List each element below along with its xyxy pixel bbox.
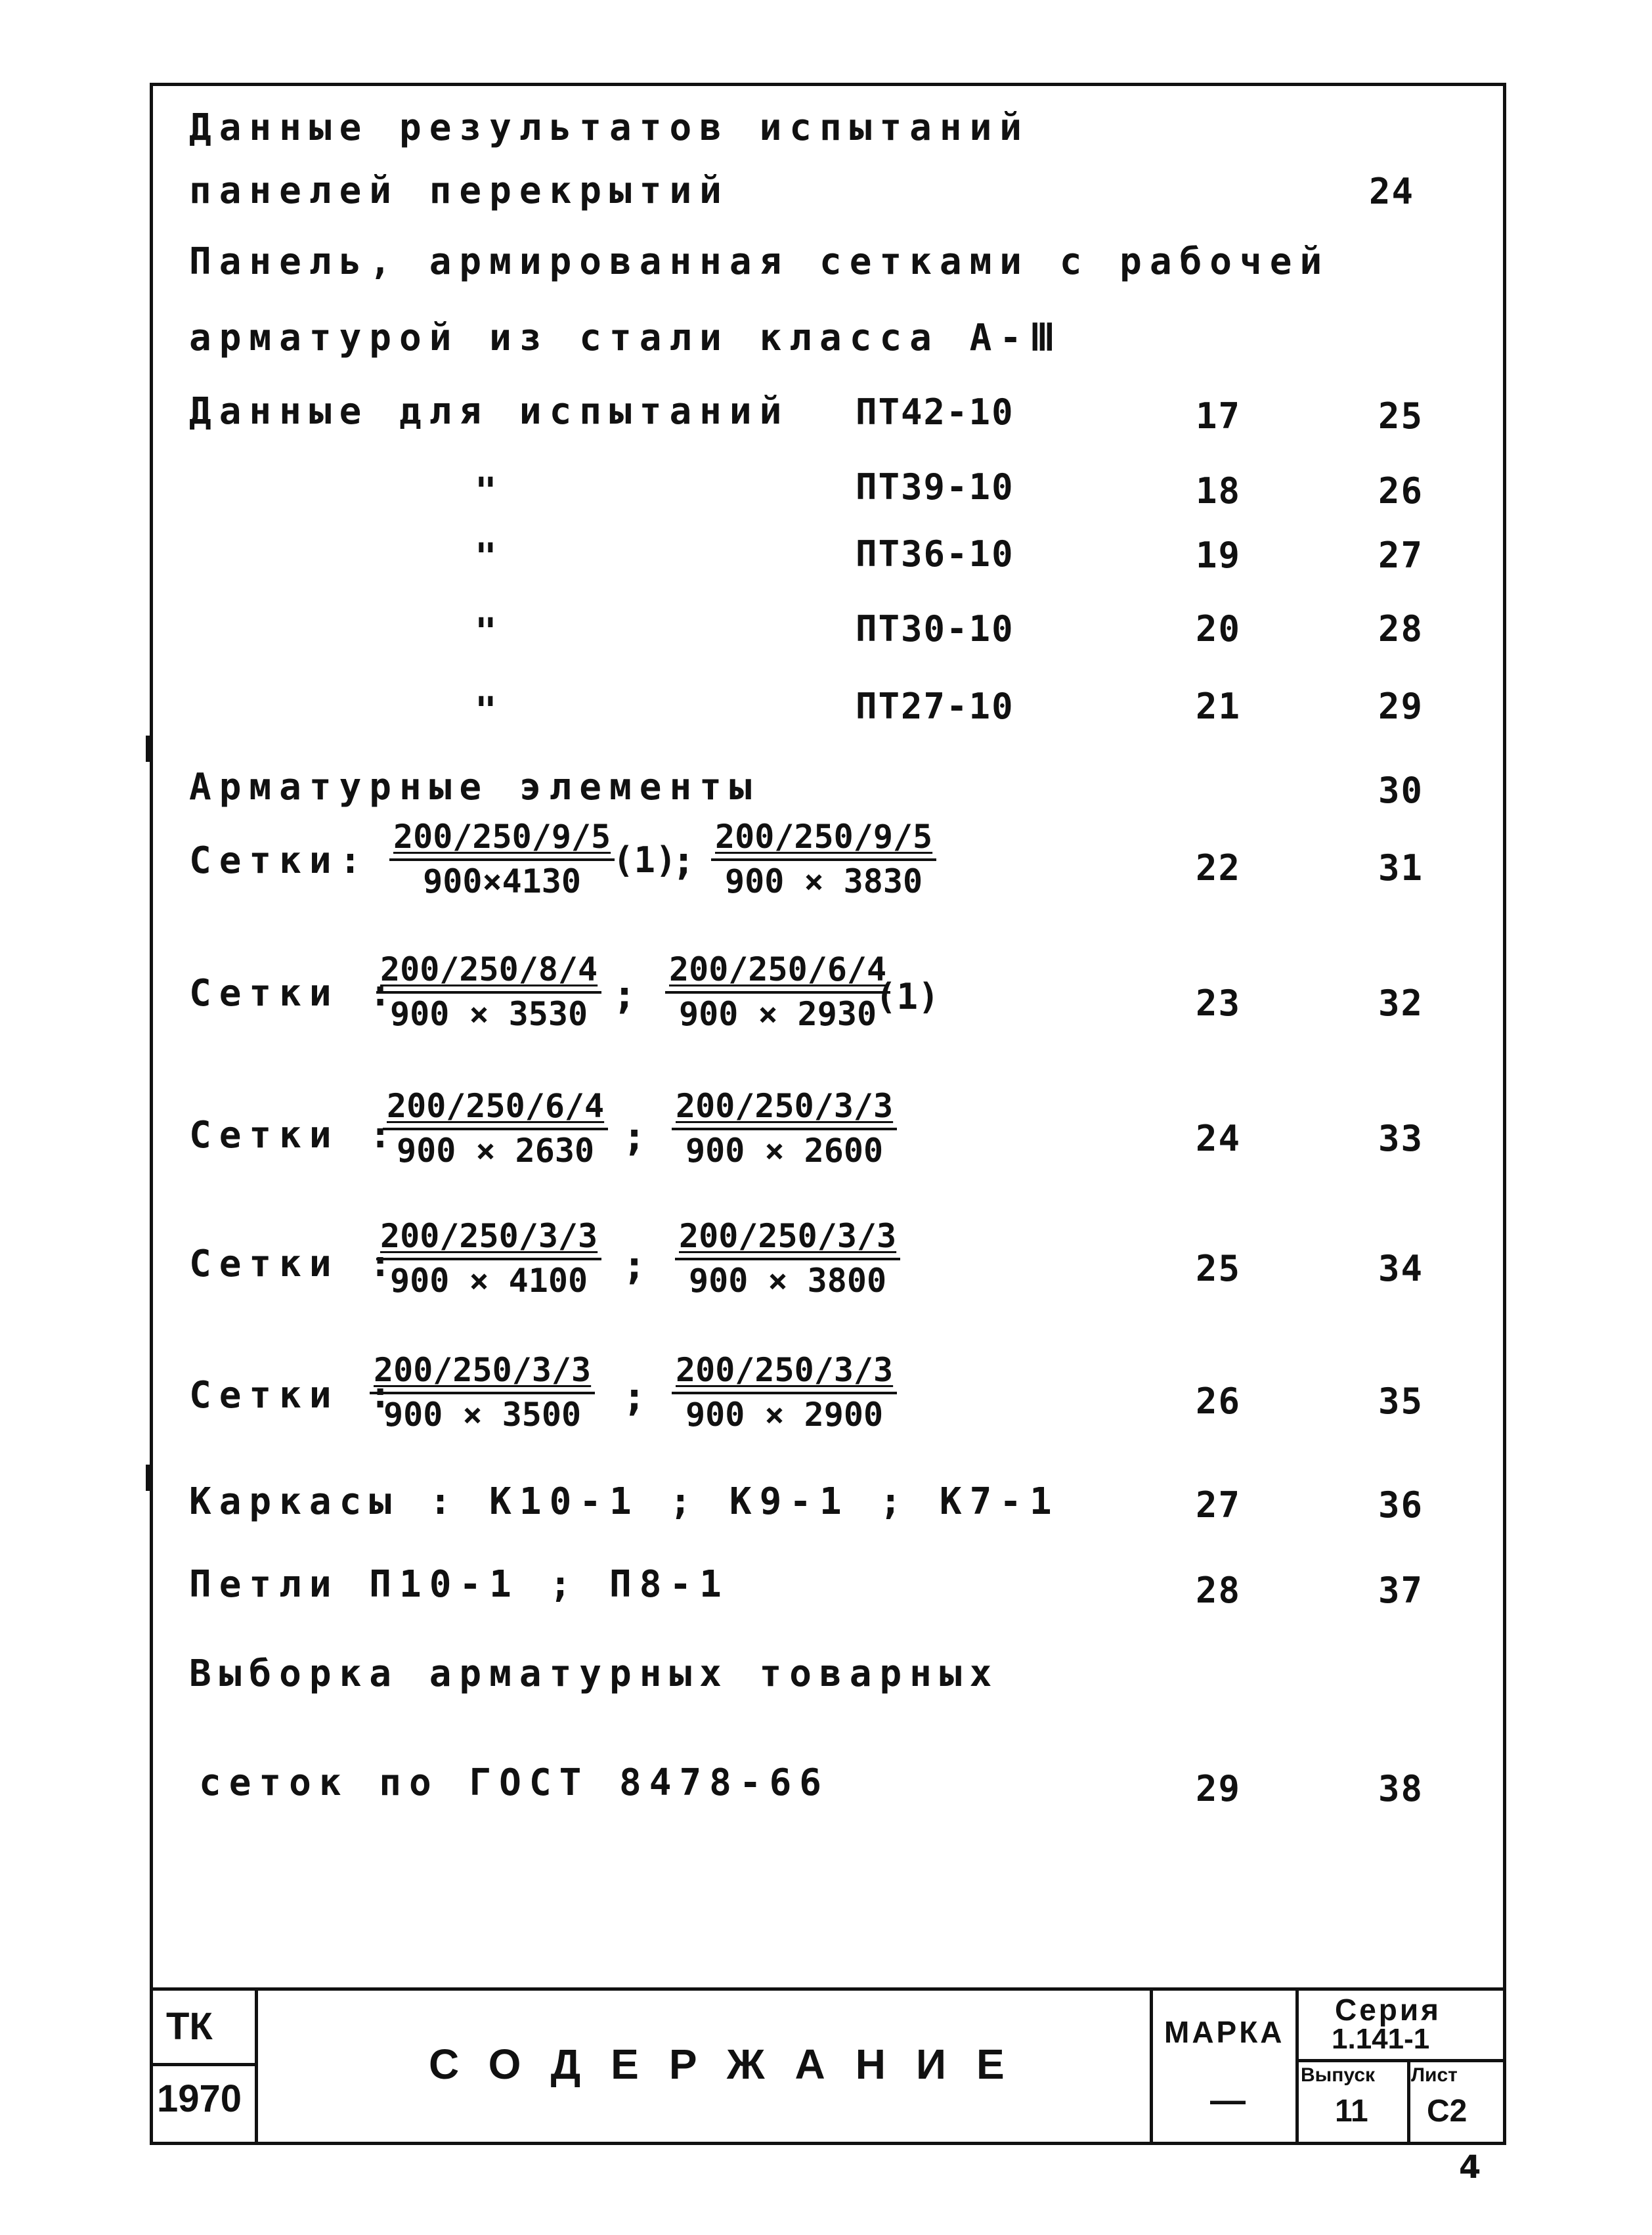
page-ref: 37 xyxy=(1378,1570,1424,1611)
page-ref: 27 xyxy=(1378,535,1424,576)
row-label: Выборка арматурных товарных xyxy=(189,1652,1000,1695)
mesh-fraction xyxy=(376,1217,601,1300)
row-label: арматурой из стали класса А-Ⅲ xyxy=(189,317,1063,359)
page-number: 4 xyxy=(1459,2149,1481,2186)
vypusk-value: 11 xyxy=(1335,2094,1368,2129)
mesh-fraction xyxy=(389,820,615,898)
row-label: Сетки : xyxy=(189,1243,400,1285)
ditto-mark: " xyxy=(475,470,505,513)
panel-mark: ПТ39-10 xyxy=(856,466,1014,508)
separator: ; xyxy=(622,1243,647,1289)
fraction-denominator: 900 × 2630 xyxy=(397,1132,595,1170)
drawing-sheet xyxy=(150,83,1506,2145)
fraction-denominator: 900 × 3800 xyxy=(689,1262,887,1300)
sheet-title: СОДЕРЖАНИЕ xyxy=(429,2041,1035,2088)
sheet-ref: 27 xyxy=(1196,1484,1242,1526)
row-label: Сетки : xyxy=(189,972,400,1015)
org-code: ТК xyxy=(166,2005,213,2048)
row-label: панелей перекрытий xyxy=(189,169,729,212)
marka-value: — xyxy=(1210,2081,1246,2120)
sheet-ref: 24 xyxy=(1196,1118,1242,1159)
separator: ; xyxy=(672,838,696,884)
divider xyxy=(1407,2059,1410,2142)
mesh-fraction xyxy=(711,820,936,898)
row-label: Панель, армированная сетками с рабочей xyxy=(189,240,1330,283)
vypusk-label: Выпуск xyxy=(1301,2064,1376,2086)
divider xyxy=(1150,1991,1153,2142)
marka-label: МАРКА xyxy=(1164,2015,1285,2049)
fraction-numerator: 200/250/3/3 xyxy=(672,1090,897,1130)
fraction-denominator: 900 × 2930 xyxy=(679,995,877,1033)
sheet-ref: 18 xyxy=(1196,470,1242,512)
page-ref: 24 xyxy=(1369,171,1415,212)
fraction-denominator: 900 × 4100 xyxy=(390,1262,588,1300)
fraction-numerator: 200/250/6/4 xyxy=(383,1090,608,1130)
mesh-fraction xyxy=(376,950,601,1033)
row-label: Каркасы : К10-1 ; К9-1 ; К7-1 xyxy=(189,1480,1060,1523)
list-value: С2 xyxy=(1427,2094,1467,2129)
row-label: Петли П10-1 ; П8-1 xyxy=(189,1563,729,1606)
page-ref: 32 xyxy=(1378,983,1424,1024)
row-label: Данные для испытаний xyxy=(189,390,790,433)
row-label: Арматурные элементы xyxy=(189,766,760,808)
fraction-numerator: 200/250/6/4 xyxy=(665,953,890,994)
fraction-numerator: 200/250/9/5 xyxy=(711,820,936,861)
panel-mark: ПТ27-10 xyxy=(856,686,1014,727)
list-label: Лист xyxy=(1411,2064,1458,2086)
sheet-ref: 21 xyxy=(1196,686,1242,727)
contents-list xyxy=(153,86,1503,1997)
sheet-ref: 29 xyxy=(1196,1768,1242,1809)
page-ref: 33 xyxy=(1378,1118,1424,1159)
page-ref: 31 xyxy=(1378,847,1424,889)
divider xyxy=(1295,1991,1299,2142)
fraction-numerator: 200/250/3/3 xyxy=(376,1220,601,1260)
fraction-denominator: 900 × 3530 xyxy=(390,995,588,1033)
divider xyxy=(255,1991,258,2142)
page-ref: 29 xyxy=(1378,686,1424,727)
mesh-fraction xyxy=(675,1217,900,1300)
title-block xyxy=(153,1987,1503,2142)
page-ref: 38 xyxy=(1378,1768,1424,1809)
separator: ; xyxy=(613,972,637,1018)
page-ref: 35 xyxy=(1378,1381,1424,1422)
mesh-fraction xyxy=(665,950,890,1033)
ditto-mark: " xyxy=(475,611,505,653)
page-ref: 34 xyxy=(1378,1248,1424,1289)
sheet-ref: 23 xyxy=(1196,983,1242,1024)
fraction-denominator: 900 × 3830 xyxy=(725,862,923,900)
ditto-mark: " xyxy=(475,536,505,579)
fraction-numerator: 200/250/8/4 xyxy=(376,953,601,994)
fraction-note: (1) xyxy=(875,976,940,1017)
mesh-fraction xyxy=(672,1351,897,1434)
row-label: Сетки: xyxy=(189,839,370,882)
seria-value: 1.141-1 xyxy=(1332,2023,1430,2055)
sheet-ref: 22 xyxy=(1196,847,1242,889)
margin-tick xyxy=(146,1465,152,1491)
mesh-fraction xyxy=(383,1087,608,1170)
separator: ; xyxy=(622,1374,647,1420)
page-ref: 25 xyxy=(1378,395,1424,437)
fraction-denominator: 900 × 2900 xyxy=(685,1396,884,1434)
page-ref: 36 xyxy=(1378,1484,1424,1526)
sheet-ref: 19 xyxy=(1196,535,1242,576)
separator: ; xyxy=(622,1114,647,1160)
page-ref: 26 xyxy=(1378,470,1424,512)
panel-mark: ПТ42-10 xyxy=(856,391,1014,433)
fraction-numerator: 200/250/3/3 xyxy=(370,1354,595,1394)
panel-mark: ПТ36-10 xyxy=(856,533,1014,575)
divider xyxy=(153,2063,255,2066)
page-ref: 28 xyxy=(1378,608,1424,650)
seria-label: Серия xyxy=(1335,1993,1442,2027)
fraction-denominator: 900×4130 xyxy=(423,862,581,900)
year: 1970 xyxy=(157,2077,242,2120)
row-label: Данные результатов испытаний xyxy=(189,106,1030,149)
fraction-numerator: 200/250/3/3 xyxy=(672,1354,897,1394)
page-ref: 30 xyxy=(1378,770,1424,811)
fraction-denominator: 900 × 3500 xyxy=(383,1396,582,1434)
mesh-fraction xyxy=(370,1351,595,1434)
fraction-note: (1) xyxy=(613,839,677,881)
panel-mark: ПТ30-10 xyxy=(856,608,1014,650)
sheet-ref: 26 xyxy=(1196,1381,1242,1422)
fraction-numerator: 200/250/9/5 xyxy=(389,820,615,861)
row-label: сеток по ГОСТ 8478-66 xyxy=(199,1761,830,1804)
sheet-ref: 20 xyxy=(1196,608,1242,650)
sheet-ref: 28 xyxy=(1196,1570,1242,1611)
mesh-fraction xyxy=(672,1087,897,1170)
fraction-denominator: 900 × 2600 xyxy=(685,1132,884,1170)
ditto-mark: " xyxy=(475,690,505,732)
divider xyxy=(1295,2059,1503,2062)
sheet-ref: 17 xyxy=(1196,395,1242,437)
fraction-numerator: 200/250/3/3 xyxy=(675,1220,900,1260)
margin-tick xyxy=(146,736,152,762)
row-label: Сетки : xyxy=(189,1374,400,1417)
row-label: Сетки : xyxy=(189,1114,400,1157)
sheet-ref: 25 xyxy=(1196,1248,1242,1289)
